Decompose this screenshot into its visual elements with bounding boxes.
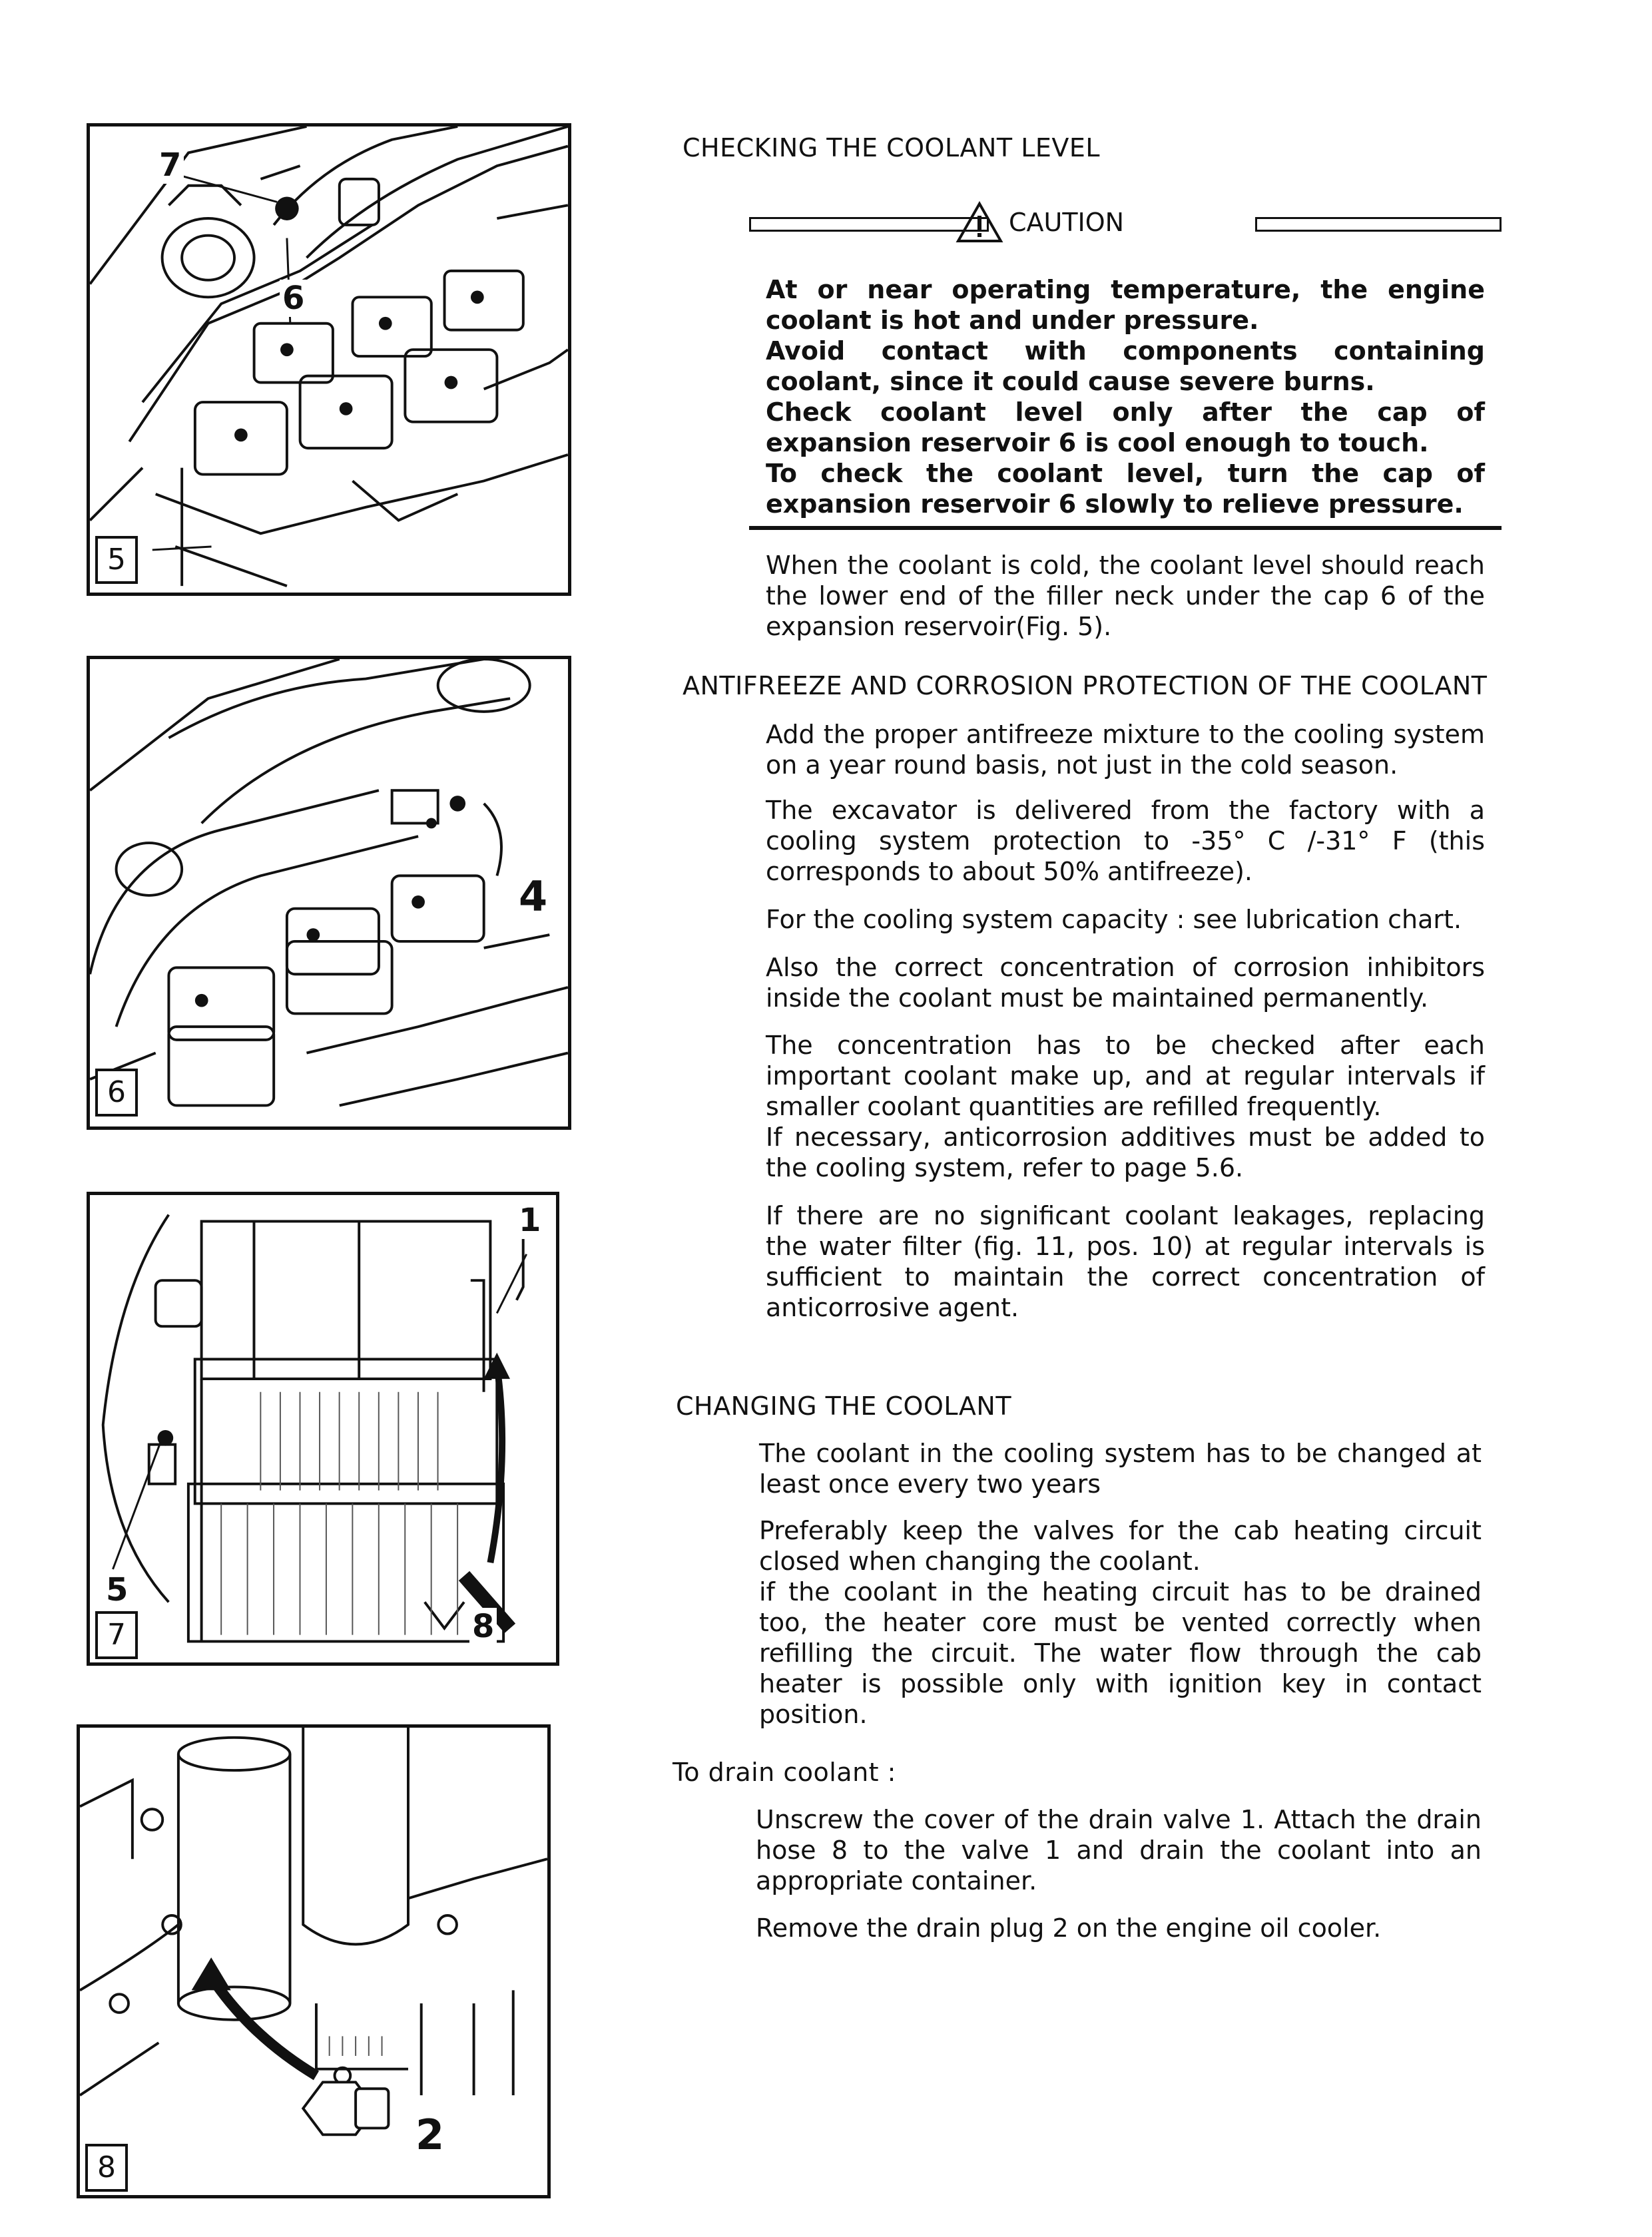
section-heading-drain-coolant: To drain coolant : [673, 1758, 896, 1787]
figure-number: 6 [95, 1069, 138, 1117]
figure-7 [87, 1192, 559, 1666]
drain-para-2: Remove the drain plug 2 on the engine oil cooler. [756, 1913, 1382, 1943]
caution-divider [749, 526, 1502, 530]
warning-triangle-icon [956, 201, 1003, 244]
figure-number: 7 [95, 1611, 138, 1659]
callout-2: 2 [413, 2111, 447, 2159]
changing-para-1: The coolant in the cooling system has to be changed at least once every two years [759, 1439, 1482, 1499]
caution-text-4: To check the coolant level, turn the cap of expansion reservoir 6 slowly to relieve pressure. [766, 459, 1485, 519]
caution-label: CAUTION [1009, 208, 1125, 237]
caution-banner [749, 208, 1502, 245]
engine-top-illustration [90, 126, 568, 593]
callout-5: 5 [103, 1571, 131, 1609]
changing-para-2a: Preferably keep the valves for the cab heating circuit closed when changing the coolant. [759, 1516, 1482, 1576]
coolant-level-text: When the coolant is cold, the coolant level should reach the lower end of the filler neck under the cap 6 of the expansion reservoir(Fig. 5). [766, 551, 1485, 641]
figure-5 [87, 123, 571, 596]
callout-1: 1 [516, 1202, 543, 1239]
caution-left-bar [749, 217, 989, 232]
figure-6 [87, 656, 571, 1130]
figure-number: 5 [95, 536, 138, 584]
section-heading-changing-coolant: CHANGING THE COOLANT [676, 1391, 1012, 1421]
radiator-illustration [90, 1195, 556, 1662]
antifreeze-para-3: For the cooling system capacity : see lubrication chart. [766, 905, 1462, 934]
antifreeze-para-4: Also the correct concentration of corrosion inhibitors inside the coolant must be maintained permanently. [766, 953, 1485, 1013]
callout-7: 7 [156, 146, 184, 184]
caution-right-bar [1255, 217, 1502, 232]
antifreeze-para-1: Add the proper antifreeze mixture to the cooling system on a year round basis, not just in the cold season. [766, 720, 1485, 780]
callout-6: 6 [280, 280, 307, 317]
figure-number: 8 [85, 2144, 128, 2192]
changing-para-2b: if the coolant in the heating circuit has to be drained too, the heater core must be vented correctly when refilling the circuit. The water flow through the cab heater is possible only with ignition key in contact position. [759, 1577, 1482, 1729]
engine-side-illustration [90, 659, 568, 1126]
antifreeze-para-6: If there are no significant coolant leakages, replacing the water filter (fig. 11, pos. 10) at regular intervals is sufficient to maintain the correct concentration of anticorrosive agent. [766, 1201, 1485, 1322]
antifreeze-para-2: The excavator is delivered from the factory with a cooling system protection to -35° C /-31° F (this corresponds to about 50% antifreeze). [766, 796, 1485, 886]
caution-text-1: At or near operating temperature, the engine coolant is hot and under pressure. [766, 275, 1485, 335]
figure-8 [77, 1724, 551, 2198]
caution-text-2: Avoid contact with components containing coolant, since it could cause severe burns. [766, 336, 1485, 396]
section-heading-checking-coolant: CHECKING THE COOLANT LEVEL [683, 133, 1101, 162]
section-heading-antifreeze: ANTIFREEZE AND CORROSION PROTECTION OF THE COOLANT [683, 671, 1488, 700]
callout-8: 8 [469, 1608, 497, 1645]
callout-4: 4 [516, 872, 550, 921]
drain-para-1: Unscrew the cover of the drain valve 1. Attach the drain hose 8 to the valve 1 and drain the coolant into an appropriate container. [756, 1805, 1482, 1895]
antifreeze-para-5b: If necessary, anticorrosion additives must be added to the cooling system, refer to page 5.6. [766, 1122, 1485, 1182]
oil-cooler-illustration [80, 1728, 547, 2195]
antifreeze-para-5a: The concentration has to be checked after each important coolant make up, and at regular intervals if smaller coolant quantities are refilled frequently. [766, 1031, 1485, 1121]
caution-text-3: Check coolant level only after the cap of expansion reservoir 6 is cool enough to touch. [766, 397, 1485, 457]
